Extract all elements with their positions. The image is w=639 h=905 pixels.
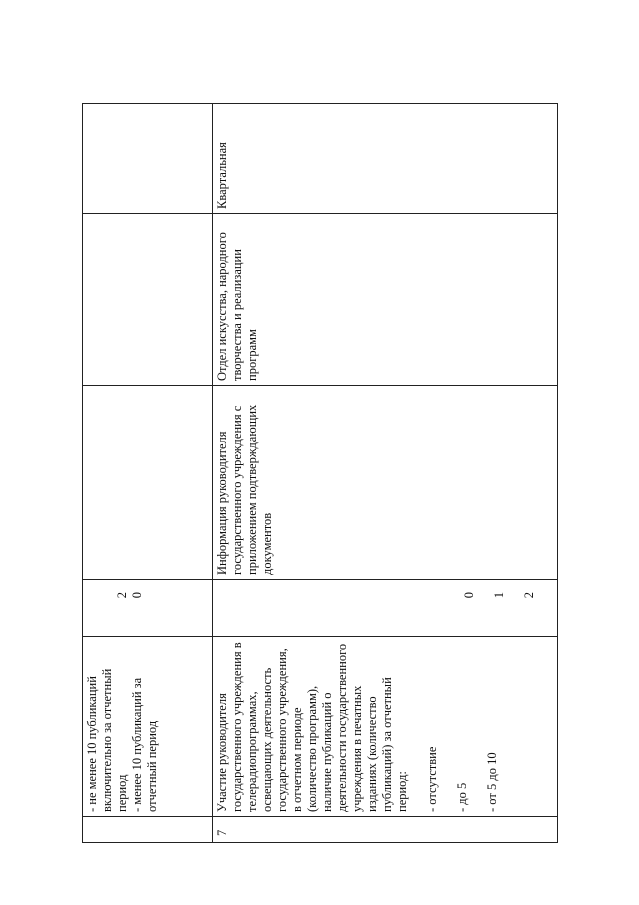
indicator-line: - не менее 10 публикаций: [85, 676, 99, 812]
indicator-line: включительно за отчетный: [100, 668, 114, 812]
row-number: 7: [213, 817, 558, 843]
indicator-cell: [213, 637, 558, 817]
department-cell-empty: [83, 214, 213, 386]
indicator-line: - менее 10 публикаций за: [130, 677, 144, 812]
points-value: 1: [492, 592, 506, 599]
source-cell: [213, 386, 558, 580]
points-value: 0: [462, 592, 476, 599]
criteria-table: [82, 103, 558, 843]
indicator-line: период: [115, 774, 129, 812]
option-item: - от 5 до 10: [485, 752, 499, 812]
table-row-7: [213, 104, 558, 843]
department-cell: [213, 214, 558, 386]
table-row-continued: [83, 104, 213, 843]
indicator-text: Участие руководителя государственного учреждения в телерадиопрограммах, освещающих деятельность государственного учреждения, в отчетном периоде (количество программ), наличие публикаций о деятельности государственного учреждения в печатных изданиях (количество публикаций) за отчетный период:: [215, 642, 409, 812]
option-item: - до 5: [455, 782, 469, 812]
points-value: 0: [130, 592, 144, 599]
source-text: Информация руководителя государственного учреждения с приложением подтверждающих документов: [215, 404, 274, 575]
points-cell: [213, 580, 558, 637]
rotated-page: [82, 104, 557, 843]
source-cell-empty: [83, 386, 213, 580]
periodicity-cell-empty: [83, 104, 213, 214]
option-item: - отсутствие: [425, 746, 439, 812]
points-value: 2: [522, 592, 536, 599]
row-number-cell-empty: [83, 817, 213, 843]
indicator-line: отчетный период: [145, 720, 159, 812]
periodicity-text: Квартальная: [215, 142, 229, 209]
periodicity-cell: [213, 104, 558, 214]
department-text: Отдел искусства, народного творчества и реализации программ: [215, 232, 259, 381]
points-cell: [83, 580, 213, 637]
indicator-cell: [83, 637, 213, 817]
points-value: 2: [115, 592, 129, 599]
